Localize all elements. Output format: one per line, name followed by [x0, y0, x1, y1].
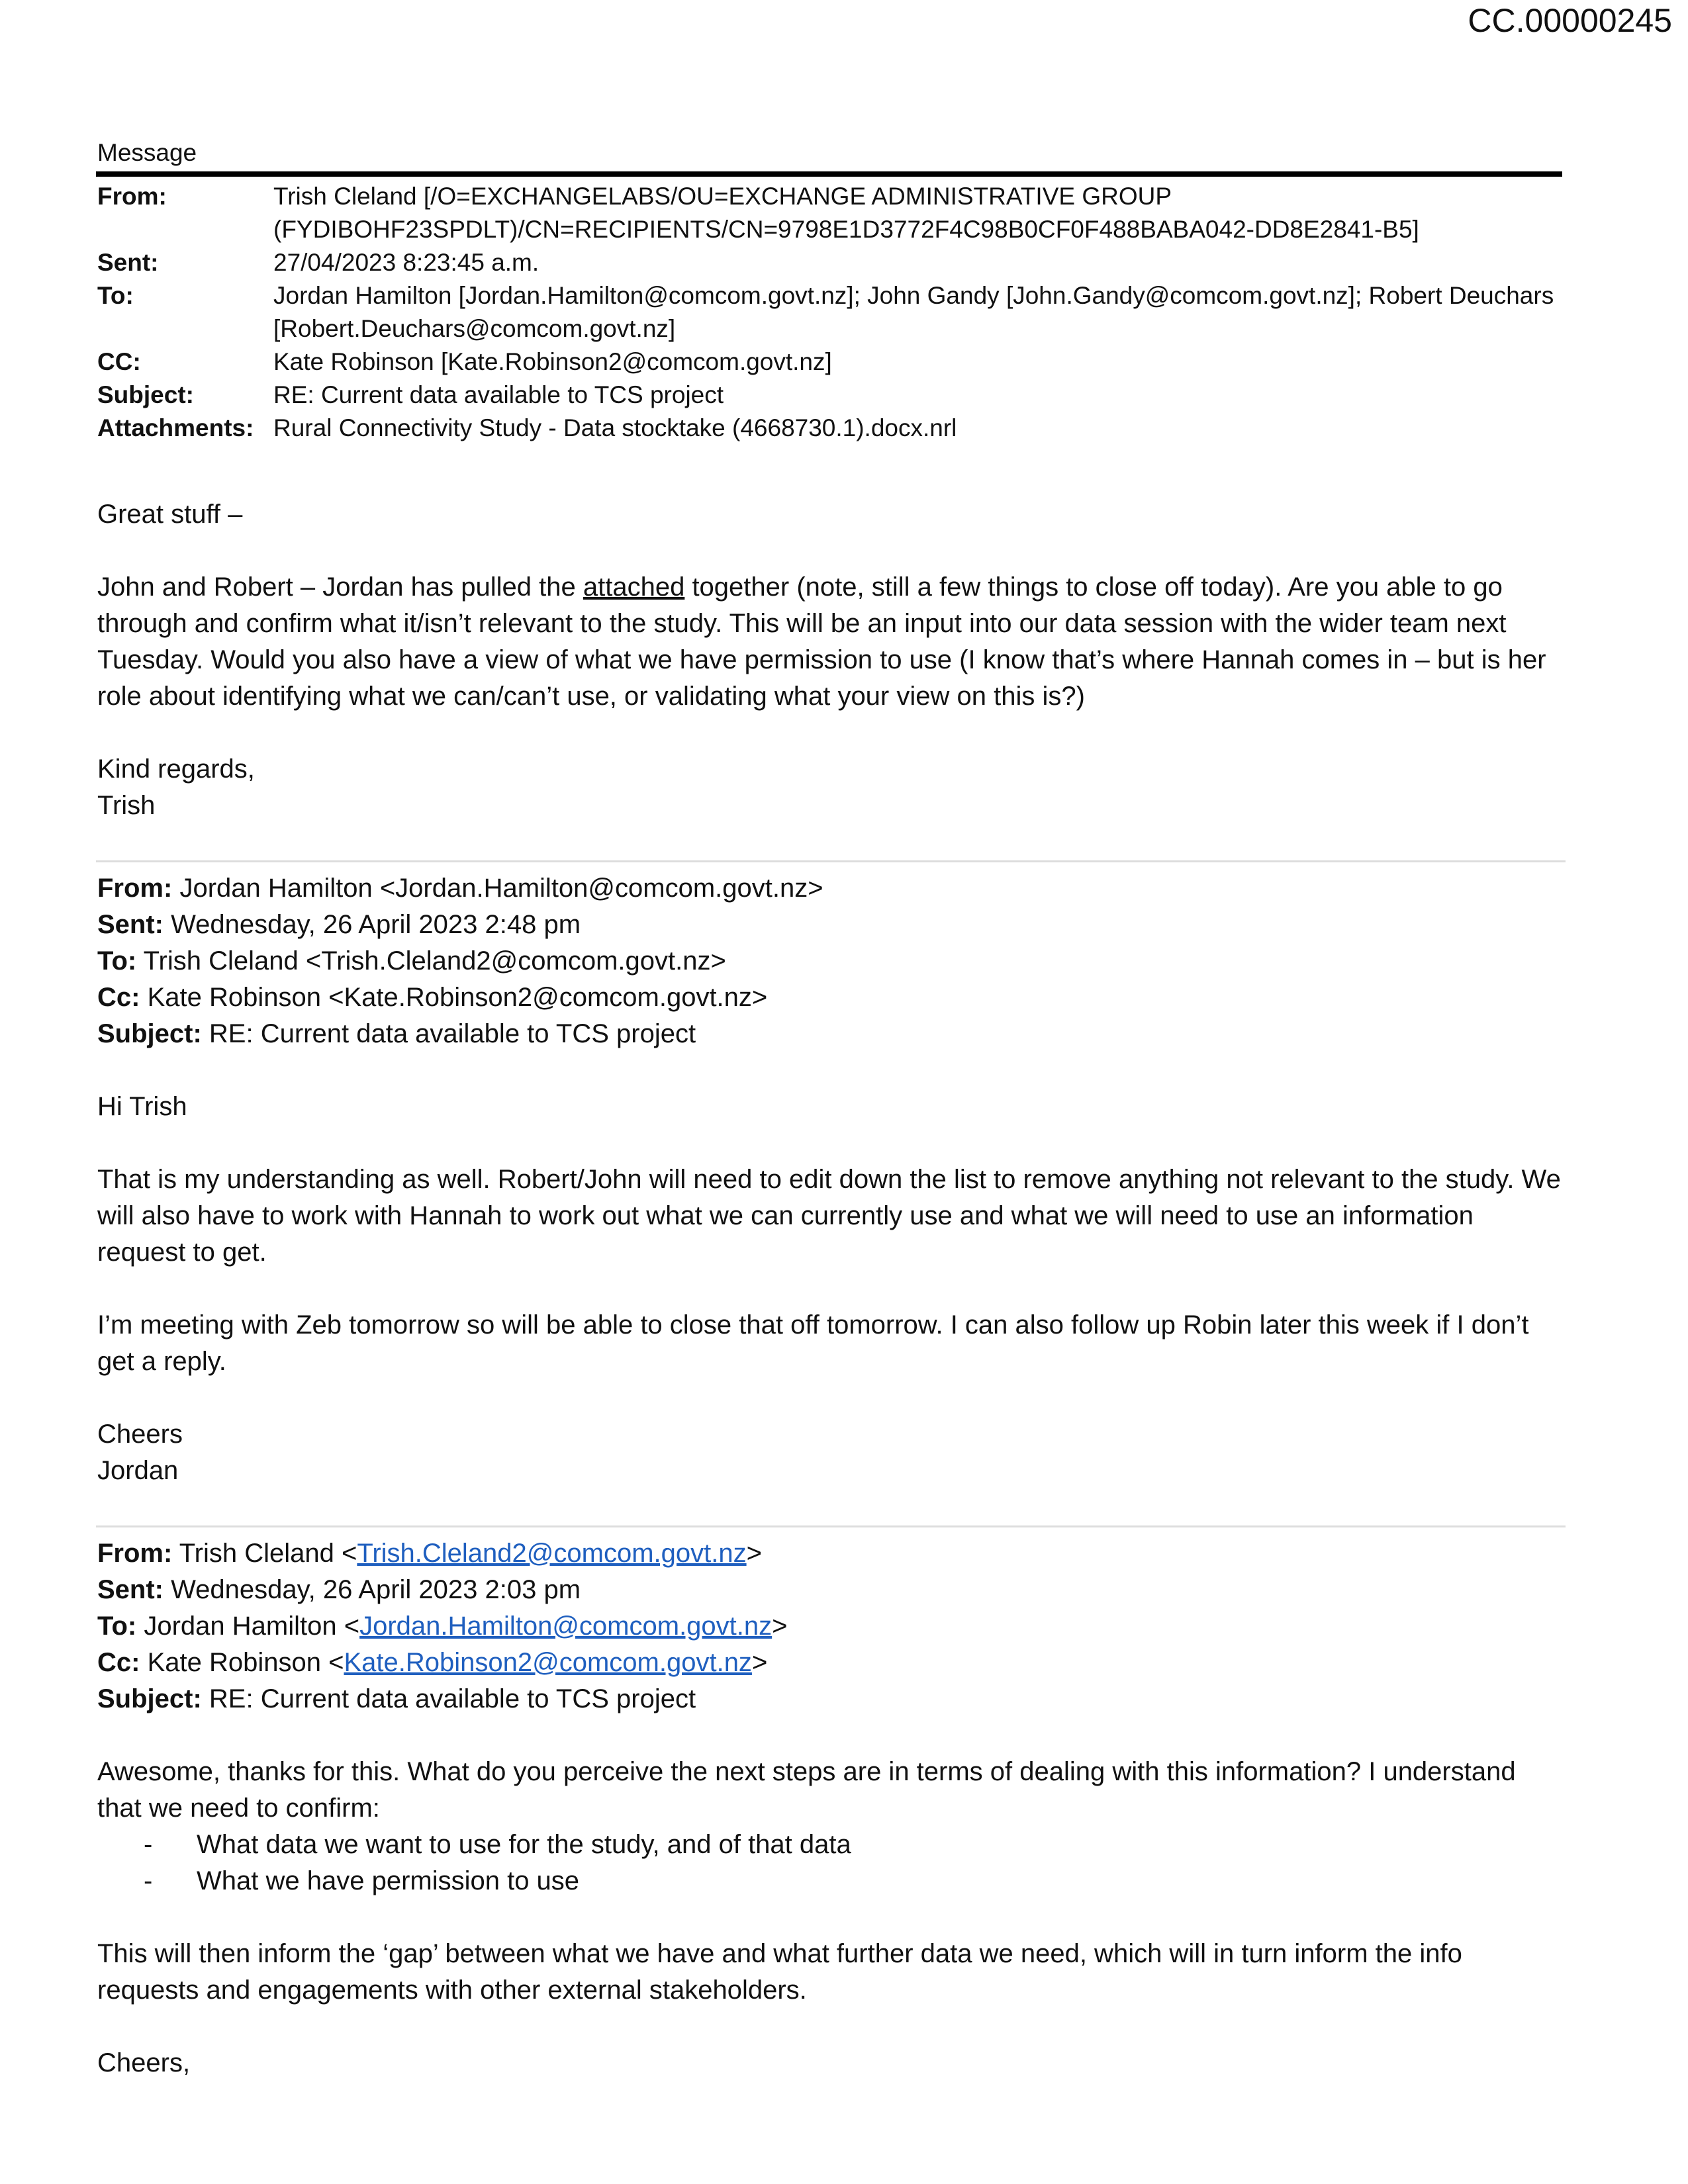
to-name: Jordan Hamilton: [144, 1612, 337, 1641]
signoff: Kind regards,: [97, 754, 255, 784]
sent-label: Sent:: [97, 249, 159, 276]
paragraph: [97, 569, 1564, 715]
to-label: To:: [97, 282, 134, 309]
from-line: From: Trish Cleland <Trish.Cleland2@comcom.govt.nz>: [97, 1539, 762, 1568]
cc-line: Cc: Kate Robinson <Kate.Robinson2@comcom.govt.nz>: [97, 1648, 768, 1677]
from-label: From:: [97, 183, 167, 210]
sent-line: [97, 1572, 1564, 1608]
from-email-link[interactable]: Trish.Cleland2@comcom.govt.nz: [357, 1539, 747, 1568]
to-email-link[interactable]: Jordan.Hamilton@comcom.govt.nz: [359, 1612, 773, 1641]
greeting: Great stuff –: [97, 500, 243, 529]
signoff: Cheers,: [97, 2048, 191, 2077]
from-value: Trish Cleland [/O=EXCHANGELABS/OU=EXCHANGE ADMINISTRATIVE GROUP (FYDIBOHF23SPDLT)/CN=RECIPIENTS/CN=9798E1D3772F4C98B0CF0F488BABA042-DD8E2841-B5]: [273, 183, 1419, 243]
header-rule: [96, 171, 1562, 177]
to-label: To:: [97, 1612, 137, 1641]
attachment-link[interactable]: Rural Connectivity Study - Data stocktake (4668730.1).docx.nrl: [273, 414, 957, 441]
from-line: [97, 870, 1564, 907]
message-2: [97, 870, 1564, 1489]
greeting: Hi Trish: [97, 1092, 187, 1121]
paragraph: That is my understanding as well. Robert/John will need to edit down the list to remove anything not relevant to the study. We will also have to work with Hannah to work out what we can currently use and what we will need to use an information request to get.: [97, 1165, 1561, 1267]
list-item-text: What data we want to use for the study, and of that data: [197, 1830, 851, 1859]
to-line: To: Jordan Hamilton <Jordan.Hamilton@comcom.govt.nz>: [97, 1612, 788, 1641]
bullet-dash: -: [144, 1866, 153, 1895]
from-label: From:: [97, 874, 173, 903]
header-sent: [97, 246, 1567, 279]
to-value: Jordan Hamilton [Jordan.Hamilton@comcom.govt.nz]; John Gandy [John.Gandy@comcom.govt.nz]; Robert Deuchars [Robert.Deuchars@comcom.govt.nz]: [273, 282, 1554, 342]
header-attachments: [97, 412, 1567, 445]
cc-value: Kate Robinson [Kate.Robinson2@comcom.govt.nz]: [273, 348, 832, 375]
message-header: [97, 180, 1567, 445]
attached-link[interactable]: attached: [583, 572, 685, 602]
cc-label: Cc:: [97, 1648, 140, 1677]
bullet-list: [97, 1827, 1564, 1899]
document-id: CC.00000245: [1468, 2, 1672, 39]
message-separator: [96, 1525, 1566, 1527]
attachments-label: Attachments:: [97, 414, 254, 441]
header-from: [97, 180, 1567, 246]
sent-label: Sent:: [97, 1575, 164, 1604]
cc-value: Kate Robinson <Kate.Robinson2@comcom.govt.nz>: [147, 983, 768, 1012]
sent-value: 27/04/2023 8:23:45 a.m.: [273, 249, 539, 276]
sent-value: Wednesday, 26 April 2023 2:03 pm: [171, 1575, 581, 1604]
text: John and Robert – Jordan has pulled the: [97, 572, 583, 602]
sent-value: Wednesday, 26 April 2023 2:48 pm: [171, 910, 581, 939]
list-item-text: What we have permission to use: [197, 1866, 580, 1895]
list-item: [97, 1827, 1564, 1863]
subject-value: RE: Current data available to TCS project: [273, 381, 724, 408]
subject-value: RE: Current data available to TCS project: [209, 1019, 696, 1048]
subject-value: RE: Current data available to TCS project: [209, 1684, 696, 1713]
from-value: Jordan Hamilton <Jordan.Hamilton@comcom.govt.nz>: [179, 874, 823, 903]
subject-line: [97, 1016, 1564, 1052]
paragraph: Awesome, thanks for this. What do you perceive the next steps are in terms of dealing with this information? I understand that we need to confirm:: [97, 1757, 1516, 1823]
signature: Trish: [97, 791, 156, 820]
sent-label: Sent:: [97, 910, 164, 939]
message-label: Message: [97, 139, 197, 166]
signature: Jordan: [97, 1456, 179, 1485]
to-line: [97, 943, 1564, 979]
cc-line: [97, 979, 1564, 1016]
from-label: From:: [97, 1539, 173, 1568]
bullet-dash: -: [144, 1830, 153, 1859]
list-item: [97, 1863, 1564, 1899]
message-1-body: [97, 496, 1564, 824]
subject-line: [97, 1681, 1564, 1717]
paragraph: This will then inform the ‘gap’ between what we have and what further data we need, which will in turn inform the info requests and engagements with other external stakeholders.: [97, 1939, 1462, 2005]
cc-email-link[interactable]: Kate.Robinson2@comcom.govt.nz: [344, 1648, 752, 1677]
message-3: [97, 1535, 1564, 2081]
cc-name: Kate Robinson: [147, 1648, 321, 1677]
subject-label: Subject:: [97, 1684, 202, 1713]
header-subject: [97, 379, 1567, 412]
sent-line: [97, 907, 1564, 943]
cc-label: Cc:: [97, 983, 140, 1012]
message-separator: [96, 860, 1566, 862]
subject-label: Subject:: [97, 1019, 202, 1048]
to-value: Trish Cleland <Trish.Cleland2@comcom.govt.nz>: [143, 946, 726, 976]
signoff: Cheers: [97, 1420, 183, 1449]
header-cc: [97, 345, 1567, 379]
cc-label: CC:: [97, 348, 141, 375]
to-label: To:: [97, 946, 137, 976]
subject-label: Subject:: [97, 381, 194, 408]
text: together (note, still a few things to close off today). Are you able to go through and confirm what it/isn’t relevant to the study. This will be an input into our data session with the wider team next Tuesday. Would you also have a view of what we have permission to use (I know that’s where Hannah comes in – but is her role about identifying what we can/can’t use, or validating what your view on this is?): [97, 572, 1546, 711]
paragraph: I’m meeting with Zeb tomorrow so will be able to close that off tomorrow. I can also follow up Robin later this week if I don’t get a reply.: [97, 1310, 1529, 1376]
from-name: Trish Cleland: [179, 1539, 334, 1568]
header-to: [97, 279, 1567, 345]
